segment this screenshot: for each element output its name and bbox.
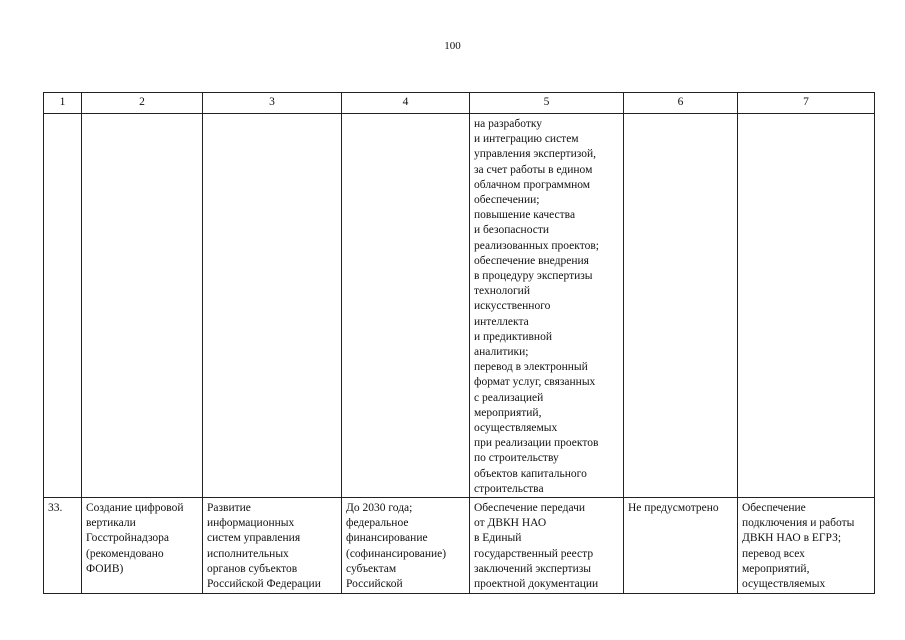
table-row <box>44 498 875 594</box>
header-cell: 5 <box>470 93 624 114</box>
table-cell <box>82 498 203 594</box>
text-line: Госстройнадзора <box>86 532 170 545</box>
text-line: в процедуру экспертизы <box>474 270 593 283</box>
text-line: (софинансирование) <box>346 547 447 560</box>
table-cell <box>624 114 738 498</box>
table-cell <box>203 114 342 498</box>
continuation-row <box>44 114 875 498</box>
text-line: по строительству <box>474 452 559 465</box>
text-line: финансирование <box>346 532 428 545</box>
text-line: Российской <box>346 578 403 591</box>
text-line: осуществляемых <box>742 578 826 591</box>
text-line: облачном программном <box>474 178 591 191</box>
text-line: органов субъектов <box>207 562 298 575</box>
text-line: государственный реестр <box>474 547 594 560</box>
text-line: и безопасности <box>474 224 550 237</box>
table-cell <box>738 114 875 498</box>
header-cell: 2 <box>82 93 203 114</box>
text-line: в Единый <box>474 532 522 545</box>
text-line: управления экспертизой, <box>474 148 596 161</box>
text-line: ФОИВ) <box>86 562 124 575</box>
text-line: с реализацией <box>474 391 544 404</box>
text-line: Обеспечение <box>742 502 806 515</box>
text-line: ДВКН НАО в ЕГРЗ; <box>742 532 842 545</box>
text-line: обеспечение внедрения <box>474 254 589 267</box>
text-line: перевод в электронный <box>474 361 588 374</box>
text-line: До 2030 года; <box>346 502 413 515</box>
text-line: перевод всех <box>742 547 805 560</box>
text-line: от ДВКН НАО <box>474 517 547 530</box>
text-line: и предиктивной <box>474 330 552 343</box>
header-cell: 3 <box>203 93 342 114</box>
text-line: (рекомендовано <box>86 547 164 560</box>
header-cell: 6 <box>624 93 738 114</box>
table-cell <box>44 114 82 498</box>
header-row <box>44 93 875 114</box>
text-line: и интеграцию систем <box>474 133 579 146</box>
text-line: Российской Федерации <box>207 578 321 591</box>
table-cell <box>342 114 470 498</box>
table-cell <box>624 498 738 594</box>
text-line: заключений экспертизы <box>474 562 591 575</box>
table-cell <box>470 498 624 594</box>
text-line: мероприятий, <box>742 562 810 575</box>
header-cell: 1 <box>44 93 82 114</box>
text-line: при реализации проектов <box>474 437 599 450</box>
text-line: вертикали <box>86 517 136 530</box>
text-line: строительства <box>474 482 544 495</box>
text-line: Не предусмотрено <box>628 502 719 515</box>
text-line: осуществляемых <box>474 422 558 435</box>
text-line: информационных <box>207 517 295 530</box>
data-table <box>43 92 875 594</box>
text-line: федеральное <box>346 517 409 530</box>
text-line: систем управления <box>207 532 301 545</box>
header-cell: 4 <box>342 93 470 114</box>
text-line: аналитики; <box>474 346 529 359</box>
text-line: объектов капитального <box>474 467 587 480</box>
text-line: исполнительных <box>207 547 289 560</box>
table-cell <box>203 498 342 594</box>
text-line: реализованных проектов; <box>474 239 599 252</box>
text-line: технологий <box>474 285 530 298</box>
table-cell <box>470 114 624 498</box>
row-number: 33. <box>44 498 82 594</box>
text-line: Создание цифровой <box>86 502 184 515</box>
text-line: подключения и работы <box>742 517 855 530</box>
table-cell <box>342 498 470 594</box>
text-line: обеспечении; <box>474 194 540 207</box>
text-line: за счет работы в едином <box>474 163 593 176</box>
header-cell: 7 <box>738 93 875 114</box>
table-cell <box>82 114 203 498</box>
text-line: Развитие <box>207 502 251 515</box>
text-line: искусственного <box>474 300 551 313</box>
page-number: 100 <box>444 40 461 52</box>
text-line: формат услуг, связанных <box>474 376 596 389</box>
text-line: интеллекта <box>474 315 529 328</box>
table-cell <box>738 498 875 594</box>
text-line: субъектам <box>346 562 397 575</box>
text-line: на разработку <box>474 118 543 130</box>
text-line: Обеспечение передачи <box>474 502 586 515</box>
text-line: повышение качества <box>474 209 576 222</box>
text-line: проектной документации <box>474 578 599 591</box>
text-line: мероприятий, <box>474 406 542 419</box>
